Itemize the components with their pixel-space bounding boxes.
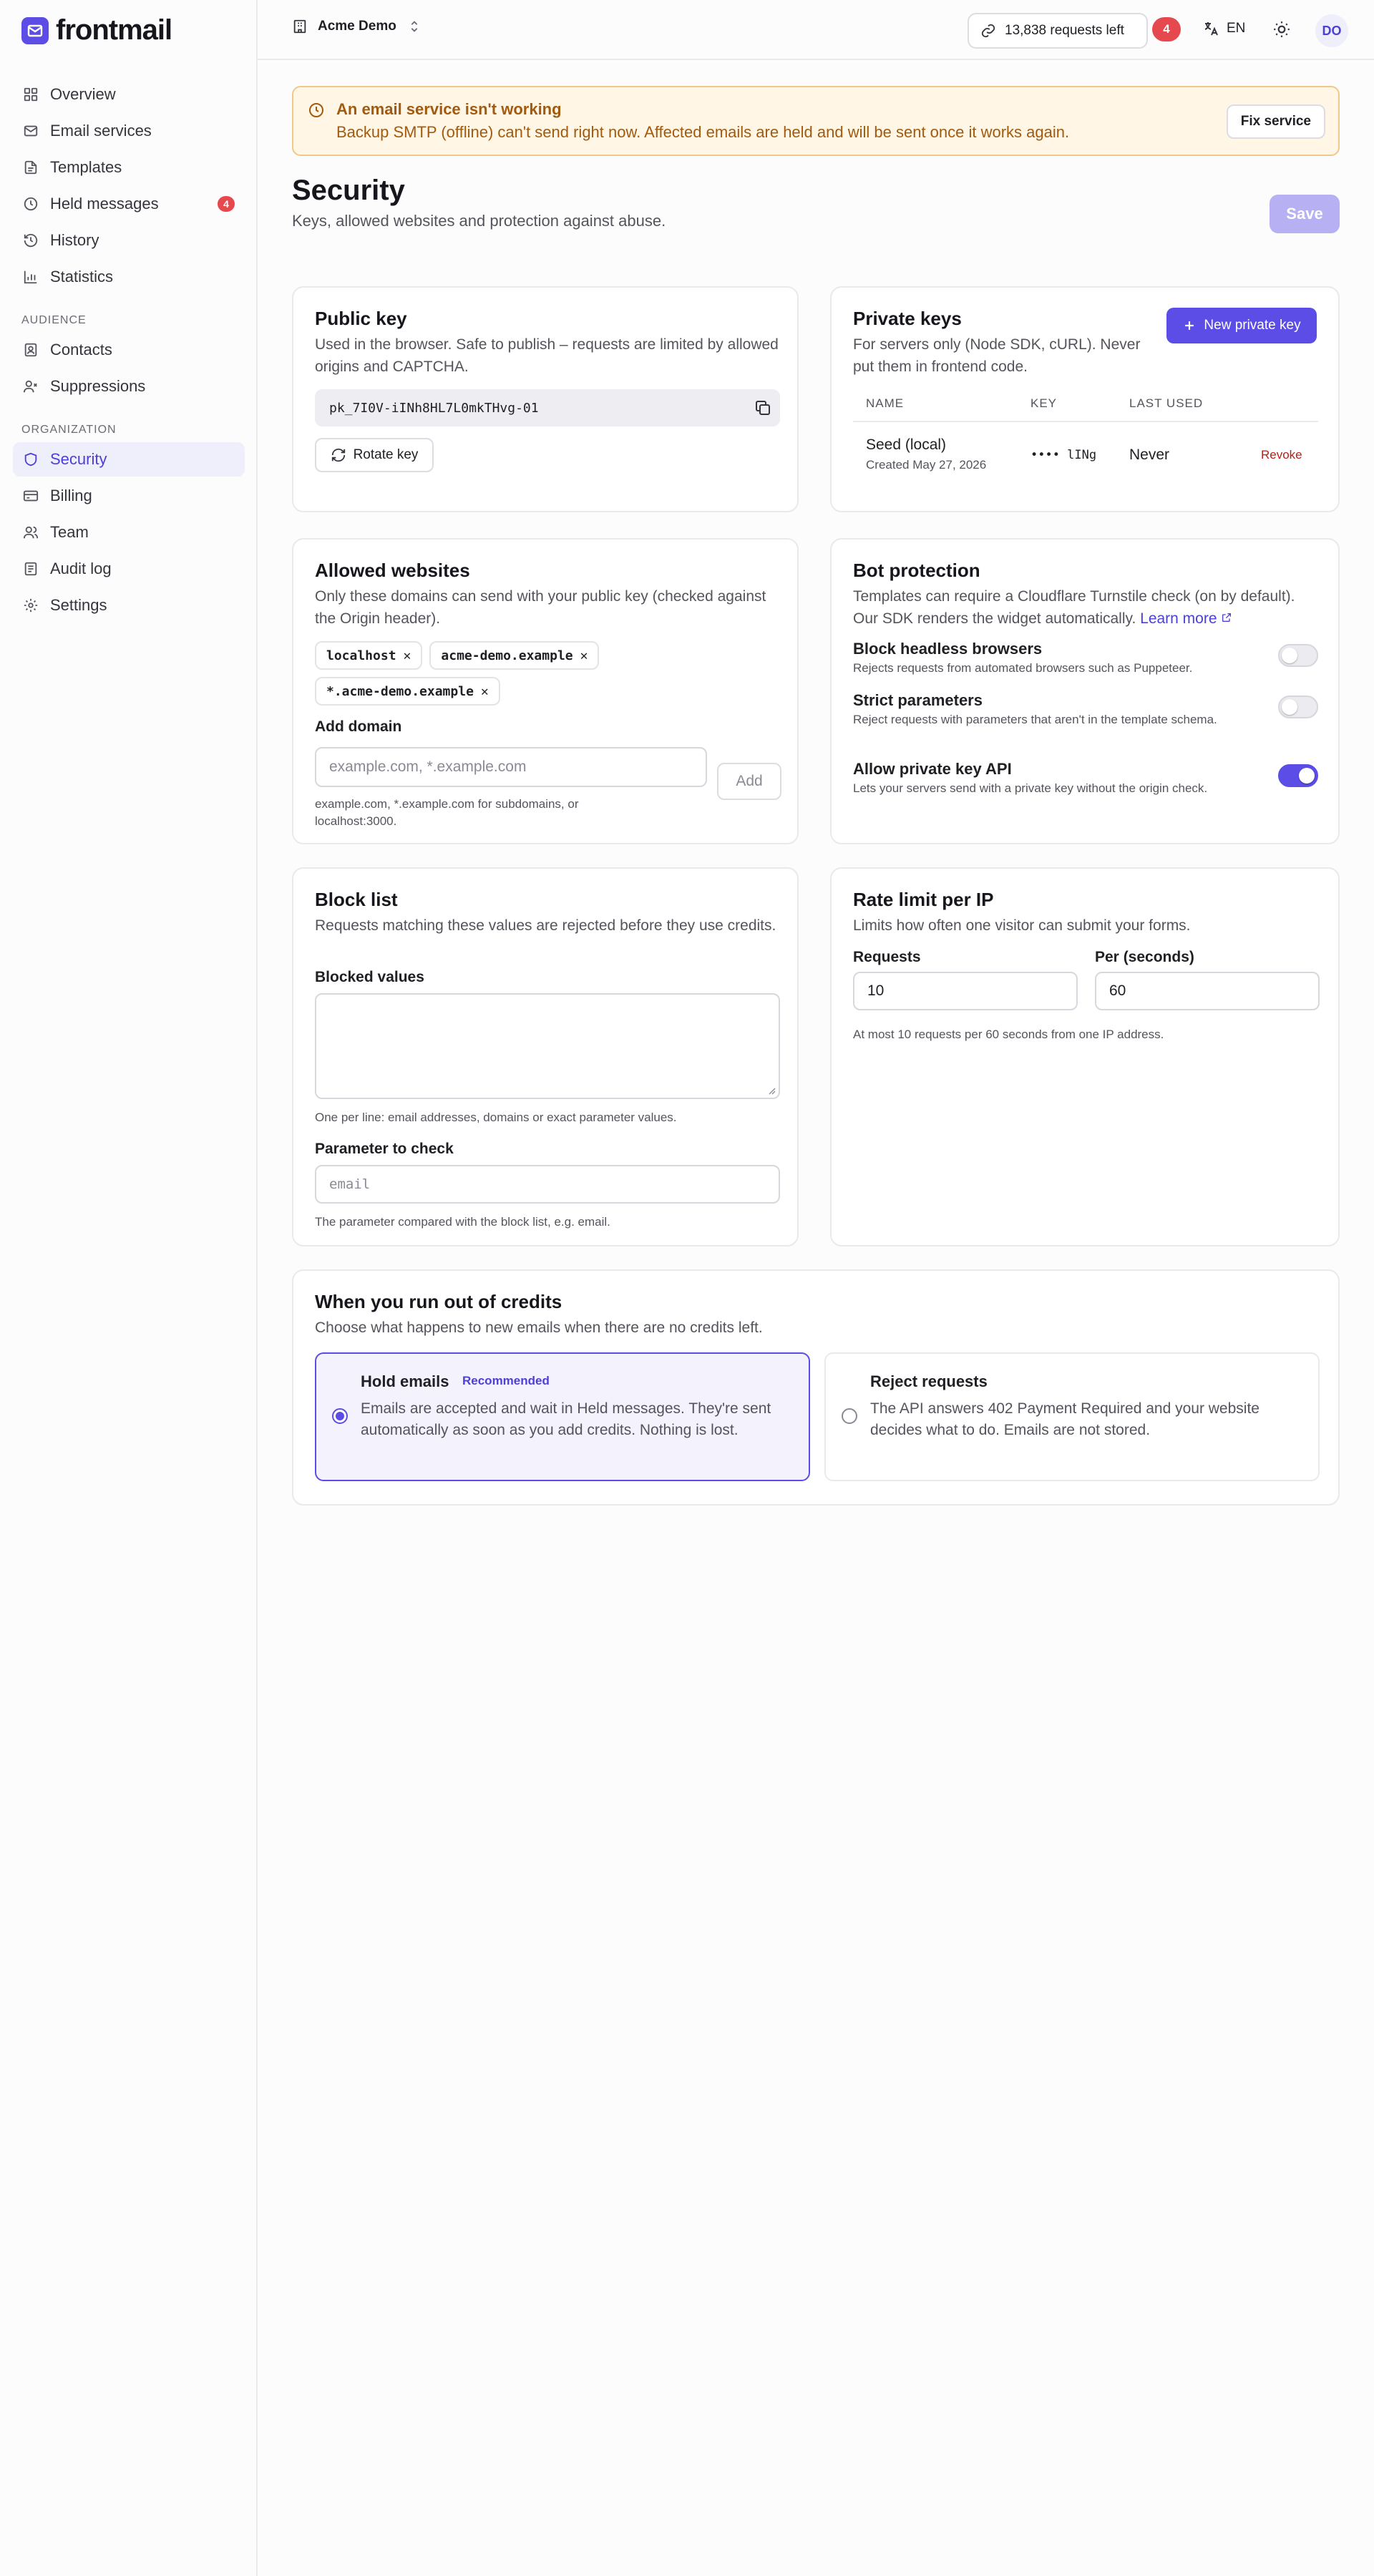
reject-requests-radio[interactable] bbox=[842, 1408, 857, 1424]
learn-more-label: Learn more bbox=[1140, 610, 1217, 627]
grid-icon bbox=[23, 87, 39, 102]
domain-chip-label: *.acme-demo.example bbox=[326, 683, 474, 699]
building-icon bbox=[292, 19, 308, 34]
domain-chip bbox=[315, 677, 500, 706]
log-icon bbox=[23, 561, 39, 577]
add-domain-hint: example.com, *.example.com for subdomains, or localhost:3000. bbox=[315, 797, 579, 828]
avatar[interactable]: DO bbox=[1315, 14, 1348, 47]
out-of-credits-card bbox=[292, 1269, 1340, 1506]
language-label: EN bbox=[1227, 21, 1246, 36]
service-alert bbox=[292, 86, 1340, 156]
fix-service-button[interactable]: Fix service bbox=[1227, 104, 1325, 139]
add-domain-button[interactable]: Add bbox=[717, 763, 781, 800]
sidebar-nav bbox=[13, 77, 245, 625]
rate-limit-hint: At most 10 requests per 60 seconds from one IP address. bbox=[853, 1028, 1164, 1041]
per-seconds-input[interactable]: 60 bbox=[1095, 972, 1320, 1010]
resize-handle-icon[interactable] bbox=[767, 1086, 776, 1095]
block-list-card bbox=[292, 867, 799, 1246]
domain-chip bbox=[429, 641, 599, 670]
sidebar-item-label: Settings bbox=[50, 596, 107, 614]
sidebar-item-label: Audit log bbox=[50, 560, 112, 577]
col-key: KEY bbox=[1030, 396, 1058, 410]
requests-left-text: 13,838 requests left bbox=[1005, 23, 1124, 38]
sidebar-item-settings[interactable] bbox=[13, 588, 245, 623]
sidebar-item-label: Statistics bbox=[50, 268, 114, 286]
requests-input[interactable]: 10 bbox=[853, 972, 1078, 1010]
public-key-card bbox=[292, 286, 799, 512]
reject-requests-desc: The API answers 402 Payment Required and your website decides what to do. Emails are not stored. bbox=[870, 1400, 1260, 1438]
logo[interactable] bbox=[21, 14, 172, 47]
sidebar-item-label: Billing bbox=[50, 487, 92, 504]
sidebar-item-overview[interactable] bbox=[13, 77, 245, 112]
key-last-used: Never bbox=[1129, 447, 1170, 463]
private-keys-title: Private keys bbox=[853, 308, 962, 329]
public-key-field bbox=[315, 389, 780, 426]
block-headless-desc: Rejects requests from automated browsers such as Puppeteer. bbox=[853, 661, 1193, 675]
sidebar-item-label: Email services bbox=[50, 122, 152, 140]
rate-limit-card bbox=[830, 867, 1340, 1246]
save-button[interactable]: Save bbox=[1270, 195, 1340, 233]
sidebar-item-templates[interactable] bbox=[13, 150, 245, 185]
blocked-values-textarea[interactable] bbox=[315, 993, 780, 1099]
hold-emails-option[interactable] bbox=[315, 1352, 810, 1481]
file-icon bbox=[23, 160, 39, 175]
per-seconds-label: Per (seconds) bbox=[1095, 949, 1194, 965]
theme-toggle[interactable] bbox=[1272, 20, 1291, 43]
sidebar-item-billing[interactable] bbox=[13, 479, 245, 513]
sidebar-item-label: Contacts bbox=[50, 341, 112, 358]
private-key-api-toggle[interactable] bbox=[1278, 764, 1318, 787]
public-key-title: Public key bbox=[315, 308, 407, 329]
sidebar-item-label: Team bbox=[50, 523, 89, 541]
copy-icon[interactable] bbox=[754, 399, 771, 416]
col-last-used: LAST USED bbox=[1129, 396, 1204, 410]
bot-protection-desc-text: Templates can require a Cloudflare Turnstile check (on by default). Our SDK renders the widget automatically. bbox=[853, 588, 1295, 627]
block-list-title: Block list bbox=[315, 889, 398, 910]
sidebar-item-suppressions[interactable] bbox=[13, 369, 245, 404]
revoke-button[interactable]: Revoke bbox=[1261, 448, 1302, 462]
sidebar-item-label: Suppressions bbox=[50, 377, 146, 395]
private-keys-desc: For servers only (Node SDK, cURL). Never put them in frontend code. bbox=[853, 336, 1141, 375]
users-icon bbox=[23, 525, 39, 540]
history-icon bbox=[23, 233, 39, 248]
out-of-credits-title: When you run out of credits bbox=[315, 1291, 562, 1312]
allowed-websites-card bbox=[292, 538, 799, 844]
private-key-api-desc: Lets your servers send with a private key without the origin check. bbox=[853, 781, 1208, 795]
new-private-key-label: New private key bbox=[1204, 318, 1301, 333]
workspace-name: Acme Demo bbox=[318, 19, 396, 34]
key-name: Seed (local) bbox=[866, 436, 947, 453]
page-title: Security bbox=[292, 175, 405, 206]
sidebar-item-email-services[interactable] bbox=[13, 114, 245, 148]
sidebar-item-held-messages[interactable] bbox=[13, 187, 245, 221]
mail-icon bbox=[23, 123, 39, 139]
translate-icon bbox=[1202, 20, 1219, 37]
rotate-key-button[interactable] bbox=[315, 438, 434, 472]
keys-table-header bbox=[853, 388, 1318, 422]
col-name: NAME bbox=[866, 396, 905, 410]
chart-icon bbox=[23, 269, 39, 285]
private-keys-card bbox=[830, 286, 1340, 512]
table-row bbox=[853, 424, 1318, 485]
rotate-key-label: Rotate key bbox=[353, 447, 419, 462]
sidebar-item-security[interactable] bbox=[13, 442, 245, 477]
hold-emails-title: Hold emails bbox=[361, 1372, 449, 1390]
sidebar-section-audience: AUDIENCE bbox=[21, 314, 87, 326]
strict-parameters-toggle[interactable] bbox=[1278, 696, 1318, 718]
notification-badge[interactable]: 4 bbox=[1152, 17, 1181, 42]
sidebar bbox=[0, 0, 258, 2576]
brand-name: frontmail bbox=[56, 14, 172, 46]
main-content bbox=[292, 86, 1340, 1438]
parameter-label: Parameter to check bbox=[315, 1141, 454, 1157]
allowed-websites-title: Allowed websites bbox=[315, 560, 470, 581]
block-headless-title: Block headless browsers bbox=[853, 640, 1043, 658]
recommended-badge: Recommended bbox=[462, 1374, 550, 1387]
workspace-switcher[interactable] bbox=[292, 19, 422, 34]
hold-emails-radio[interactable] bbox=[332, 1408, 348, 1424]
refresh-icon bbox=[331, 447, 346, 463]
plus-icon bbox=[1182, 318, 1197, 333]
domain-chip bbox=[315, 641, 422, 670]
chevron-up-down-icon bbox=[406, 19, 422, 34]
blocked-values-hint: One per line: email addresses, domains or exact parameter values. bbox=[315, 1111, 677, 1124]
key-created: Created May 27, 2026 bbox=[866, 458, 987, 472]
card-icon bbox=[23, 488, 39, 504]
block-list-desc: Requests matching these values are rejected before they use credits. bbox=[315, 917, 776, 934]
strict-parameters-desc: Reject requests with parameters that aren't in the template schema. bbox=[853, 713, 1217, 726]
parameter-hint: The parameter compared with the block list, e.g. email. bbox=[315, 1215, 610, 1229]
domain-chip-label: acme-demo.example bbox=[441, 648, 573, 663]
strict-parameters-title: Strict parameters bbox=[853, 691, 983, 709]
private-key-api-title: Allow private key API bbox=[853, 760, 1012, 778]
parameter-input[interactable]: email bbox=[315, 1165, 780, 1204]
link-icon bbox=[980, 23, 996, 39]
key-masked: •••• lINg bbox=[1030, 448, 1097, 462]
sidebar-section-organization: ORGANIZATION bbox=[21, 424, 117, 436]
public-key-value: pk_7I0V-iINh8HL7L0mkTHvg-01 bbox=[329, 400, 539, 416]
public-key-desc: Used in the browser. Safe to publish – requests are limited by allowed origins and CAPTCHA. bbox=[315, 336, 779, 375]
rate-limit-title: Rate limit per IP bbox=[853, 889, 994, 910]
remove-icon[interactable]: ✕ bbox=[480, 683, 489, 699]
allowed-websites-desc: Only these domains can send with your public key (checked against the Origin header). bbox=[315, 588, 766, 627]
out-of-credits-desc: Choose what happens to new emails when there are no credits left. bbox=[315, 1319, 763, 1336]
logo-mail-icon bbox=[21, 17, 49, 44]
alert-text: Backup SMTP (offline) can't send right now. Affected emails are held and will be sent once it works again. bbox=[336, 123, 1070, 141]
rate-limit-desc: Limits how often one visitor can submit your forms. bbox=[853, 917, 1191, 934]
page-subtitle: Keys, allowed websites and protection against abuse. bbox=[292, 212, 666, 230]
hold-emails-desc: Emails are accepted and wait in Held messages. They're sent automatically as soon as you add credits. Nothing is lost. bbox=[361, 1400, 771, 1438]
requests-left-button[interactable] bbox=[968, 13, 1148, 49]
remove-icon[interactable]: ✕ bbox=[580, 648, 588, 663]
learn-more-link[interactable] bbox=[1140, 610, 1232, 627]
sidebar-item-label: Security bbox=[50, 450, 107, 468]
sun-icon bbox=[1272, 20, 1291, 39]
language-switcher[interactable] bbox=[1202, 20, 1245, 37]
reject-requests-option[interactable] bbox=[824, 1352, 1320, 1481]
domain-chip-list bbox=[315, 641, 637, 713]
add-domain-input[interactable]: example.com, *.example.com bbox=[315, 747, 707, 787]
block-headless-toggle[interactable] bbox=[1278, 644, 1318, 667]
bot-protection-title: Bot protection bbox=[853, 560, 980, 581]
clock-icon bbox=[23, 196, 39, 212]
sidebar-item-label: Held messages bbox=[50, 195, 159, 213]
sidebar-item-label: History bbox=[50, 231, 99, 249]
sidebar-item-contacts[interactable] bbox=[13, 333, 245, 367]
bot-protection-card bbox=[830, 538, 1340, 844]
blocked-values-label: Blocked values bbox=[315, 969, 424, 985]
sidebar-item-label: Templates bbox=[50, 158, 122, 176]
contacts-icon bbox=[23, 342, 39, 358]
requests-label: Requests bbox=[853, 949, 921, 965]
domain-chip-label: localhost bbox=[326, 648, 396, 663]
add-domain-label: Add domain bbox=[315, 718, 402, 735]
external-link-icon bbox=[1221, 612, 1232, 623]
sidebar-item-history[interactable] bbox=[13, 223, 245, 258]
sidebar-item-audit-log[interactable] bbox=[13, 552, 245, 586]
bot-protection-desc bbox=[853, 585, 1318, 630]
held-count-badge: 4 bbox=[218, 196, 235, 212]
alert-title: An email service isn't working bbox=[336, 100, 562, 118]
remove-icon[interactable]: ✕ bbox=[403, 648, 411, 663]
topbar bbox=[258, 0, 1374, 60]
sidebar-item-label: Overview bbox=[50, 85, 116, 103]
shield-icon bbox=[23, 452, 39, 467]
clock-warning-icon bbox=[308, 102, 325, 119]
sidebar-item-statistics[interactable] bbox=[13, 260, 245, 294]
sidebar-item-team[interactable] bbox=[13, 515, 245, 550]
gear-icon bbox=[23, 597, 39, 613]
reject-requests-title: Reject requests bbox=[870, 1372, 988, 1390]
new-private-key-button[interactable] bbox=[1166, 308, 1317, 343]
user-x-icon bbox=[23, 379, 39, 394]
